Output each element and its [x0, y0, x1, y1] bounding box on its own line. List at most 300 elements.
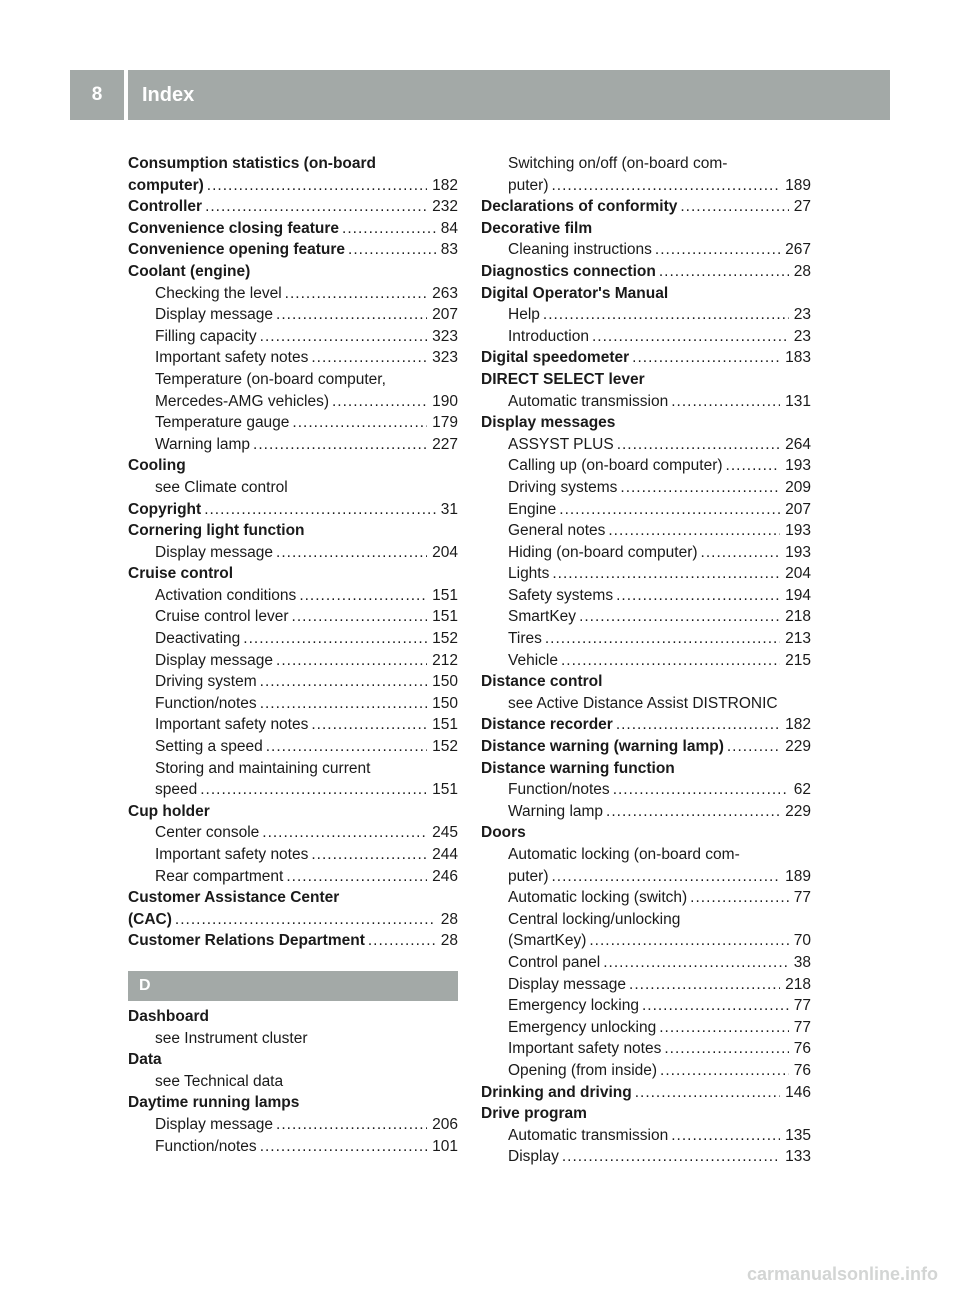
- page-reference[interactable]: 229: [785, 738, 811, 756]
- entry-label: Automatic locking (switch): [508, 889, 688, 907]
- entry-label: Rear compartment: [155, 867, 284, 885]
- dot-leader: [260, 326, 427, 348]
- page-reference[interactable]: 245: [432, 824, 458, 842]
- page-reference[interactable]: 263: [432, 284, 458, 302]
- index-subentry: [128, 542, 458, 564]
- index-entry: [128, 218, 458, 240]
- entry-label: Important safety notes: [508, 1040, 662, 1058]
- dot-leader: [671, 391, 780, 413]
- page-reference[interactable]: 23: [793, 327, 811, 345]
- entry-label: Central locking/unlocking: [508, 910, 681, 928]
- index-subentry: [128, 714, 458, 736]
- section-header: D: [128, 971, 458, 1001]
- entry-label: Cup holder: [128, 802, 210, 820]
- page-reference[interactable]: 23: [793, 306, 811, 324]
- entry-label: Display message: [155, 543, 274, 561]
- entry-label: Important safety notes: [155, 349, 309, 367]
- entry-label: Engine: [508, 500, 557, 518]
- index-subentry: [481, 866, 811, 888]
- index-subentry: [481, 585, 811, 607]
- entry-label: DIRECT SELECT lever: [481, 370, 645, 388]
- page-reference[interactable]: 179: [432, 414, 458, 432]
- entry-label: Distance warning (warning lamp): [481, 738, 724, 756]
- dot-leader: [204, 499, 436, 521]
- entry-label: Storing and maintaining current: [155, 759, 371, 777]
- entry-label: see Instrument cluster: [155, 1029, 308, 1047]
- index-subentry: [128, 1114, 458, 1136]
- entry-label: (CAC): [128, 910, 172, 928]
- index-column-left: [128, 153, 458, 1157]
- dot-leader: [727, 736, 780, 758]
- index-subentry: [481, 1038, 811, 1060]
- index-subentry: [481, 1060, 811, 1082]
- entry-label: Display: [508, 1148, 559, 1166]
- entry-label: Distance recorder: [481, 716, 613, 734]
- index-subentry: [128, 283, 458, 305]
- entry-label: Mercedes-AMG vehicles): [155, 392, 329, 410]
- dot-leader: [552, 866, 781, 888]
- entry-label: Filling capacity: [155, 327, 257, 345]
- index-subentry: [481, 175, 811, 197]
- entry-label: Important safety notes: [155, 716, 309, 734]
- dot-leader: [285, 283, 427, 305]
- index-subentry: [481, 391, 811, 413]
- index-entry: [128, 909, 458, 931]
- dot-leader: [368, 930, 436, 952]
- entry-label: Emergency locking: [508, 997, 639, 1015]
- index-entry: [128, 563, 458, 585]
- page-reference[interactable]: 215: [785, 651, 811, 669]
- dot-leader: [562, 1146, 780, 1168]
- index-subentry: [481, 499, 811, 521]
- dot-leader: [292, 606, 428, 628]
- page-reference[interactable]: 83: [440, 241, 458, 259]
- page-reference[interactable]: 193: [785, 543, 811, 561]
- dot-leader: [311, 347, 427, 369]
- index-subentry: [128, 1071, 458, 1093]
- dot-leader: [726, 455, 781, 477]
- index-subentry: [481, 801, 811, 823]
- index-subentry: [481, 542, 811, 564]
- index-subentry: [481, 326, 811, 348]
- entry-label: Temperature (on-board computer,: [155, 370, 386, 388]
- index-entry: [481, 412, 811, 434]
- entry-label: Customer Relations Department: [128, 932, 365, 950]
- dot-leader: [276, 1114, 427, 1136]
- page-reference[interactable]: 193: [785, 522, 811, 540]
- index-entry: [481, 196, 811, 218]
- page-reference[interactable]: 183: [785, 349, 811, 367]
- entry-label: Center console: [155, 824, 260, 842]
- index-subentry: [128, 650, 458, 672]
- index-subentry: [481, 909, 811, 931]
- index-subentry: [481, 455, 811, 477]
- page-reference[interactable]: 182: [785, 716, 811, 734]
- entry-label: Display message: [155, 651, 274, 669]
- index-entry: [128, 930, 458, 952]
- page-title: Index: [142, 84, 195, 106]
- index-entry: [481, 261, 811, 283]
- dot-leader: [629, 974, 780, 996]
- page-reference[interactable]: 189: [785, 867, 811, 885]
- dot-leader: [664, 1038, 788, 1060]
- entry-label: Automatic transmission: [508, 1126, 669, 1144]
- entry-label: Cruise control lever: [155, 608, 289, 626]
- entry-label: Decorative film: [481, 219, 593, 237]
- page-reference[interactable]: 246: [432, 867, 458, 885]
- page-reference[interactable]: 28: [440, 932, 458, 950]
- index-subentry: [128, 606, 458, 628]
- page-reference[interactable]: 151: [432, 716, 458, 734]
- page-reference[interactable]: 323: [432, 349, 458, 367]
- dot-leader: [276, 304, 427, 326]
- index-subentry: [128, 844, 458, 866]
- entry-label: Daytime running lamps: [128, 1094, 300, 1112]
- index-entry: [128, 887, 458, 909]
- index-entry: [128, 1006, 458, 1028]
- entry-label: Cooling: [128, 457, 186, 475]
- dot-leader: [292, 412, 427, 434]
- page-header: [70, 70, 890, 120]
- dot-leader: [276, 650, 427, 672]
- entry-label: speed: [155, 781, 198, 799]
- dot-leader: [690, 887, 789, 909]
- dot-leader: [266, 736, 427, 758]
- entry-label: Automatic locking (on-board com-: [508, 846, 740, 863]
- index-subentry: [481, 995, 811, 1017]
- entry-label: Automatic transmission: [508, 392, 669, 410]
- index-subentry: [128, 779, 458, 801]
- entry-label: Tires: [508, 630, 542, 648]
- page-reference[interactable]: 218: [785, 975, 811, 993]
- dot-leader: [659, 1017, 789, 1039]
- index-subentry: [128, 326, 458, 348]
- index-entry: [128, 1092, 458, 1114]
- entry-label: Declarations of conformity: [481, 198, 678, 216]
- entry-label: Dashboard: [128, 1007, 209, 1025]
- page-reference[interactable]: 182: [432, 176, 458, 194]
- index-subentry: [128, 477, 458, 499]
- index-entry: [128, 499, 458, 521]
- dot-leader: [603, 952, 789, 974]
- entry-label: Control panel: [508, 953, 601, 971]
- index-entry: [128, 261, 458, 283]
- page-reference[interactable]: 213: [785, 630, 811, 648]
- entry-label: Cruise control: [128, 565, 234, 583]
- dot-leader: [579, 606, 780, 628]
- index-subentry: [128, 347, 458, 369]
- page-reference[interactable]: 323: [432, 327, 458, 345]
- index-entry: [481, 758, 811, 780]
- entry-label: Cornering light function: [128, 522, 305, 540]
- entry-label: Function/notes: [155, 1137, 257, 1155]
- dot-leader: [207, 175, 427, 197]
- entry-label: ASSYST PLUS: [508, 435, 614, 453]
- entry-label: Display message: [155, 1115, 274, 1133]
- entry-label: puter): [508, 176, 549, 194]
- dot-leader: [348, 239, 436, 261]
- index-subentry: [128, 304, 458, 326]
- entry-label: Function/notes: [155, 694, 257, 712]
- page-reference[interactable]: 152: [432, 738, 458, 756]
- index-subentry: [128, 693, 458, 715]
- entry-label: (SmartKey): [508, 932, 587, 950]
- index-subentry: [128, 369, 458, 391]
- index-entry: [481, 671, 811, 693]
- index-entry: [128, 520, 458, 542]
- index-subentry: [128, 822, 458, 844]
- dot-leader: [620, 477, 780, 499]
- index-entry: [128, 239, 458, 261]
- page-reference[interactable]: 133: [785, 1148, 811, 1166]
- page-reference[interactable]: 31: [440, 500, 458, 518]
- index-entry: [481, 736, 811, 758]
- page-reference[interactable]: 150: [432, 694, 458, 712]
- dot-leader: [262, 822, 427, 844]
- page-reference[interactable]: 229: [785, 802, 811, 820]
- page-reference[interactable]: 76: [793, 1061, 811, 1079]
- index-subentry: [128, 866, 458, 888]
- dot-leader: [260, 693, 427, 715]
- index-subentry: [128, 1136, 458, 1158]
- page-reference[interactable]: 70: [793, 932, 811, 950]
- dot-leader: [276, 542, 427, 564]
- entry-label: Digital speedometer: [481, 349, 630, 367]
- page-reference[interactable]: 212: [432, 651, 458, 669]
- index-subentry: [481, 844, 811, 866]
- dot-leader: [260, 1136, 427, 1158]
- index-subentry: [481, 952, 811, 974]
- page-reference[interactable]: 244: [432, 846, 458, 863]
- entry-label: see Active Distance Assist DISTRONIC: [508, 694, 778, 712]
- index-column-right: [481, 153, 811, 1168]
- entry-label: Display messages: [481, 414, 616, 432]
- entry-label: Calling up (on-board computer): [508, 457, 723, 475]
- dot-leader: [642, 995, 789, 1017]
- index-subentry: [481, 693, 811, 715]
- dot-leader: [592, 326, 789, 348]
- page-reference[interactable]: 77: [793, 1018, 811, 1036]
- entry-label: Switching on/off (on-board com-: [508, 155, 728, 172]
- index-subentry: [481, 1125, 811, 1147]
- dot-leader: [175, 909, 436, 931]
- index-subentry: [481, 1146, 811, 1168]
- page-reference[interactable]: 209: [785, 478, 811, 496]
- entry-label: General notes: [508, 522, 606, 540]
- page-reference[interactable]: 190: [432, 392, 458, 410]
- page-reference[interactable]: 206: [432, 1115, 458, 1133]
- page-reference[interactable]: 193: [785, 457, 811, 475]
- entry-label: Emergency unlocking: [508, 1018, 657, 1036]
- page-reference[interactable]: 151: [432, 586, 458, 604]
- dot-leader: [659, 261, 789, 283]
- entry-label: Important safety notes: [155, 846, 309, 863]
- entry-label: Consumption statistics (on-board: [128, 155, 376, 172]
- dot-leader: [616, 585, 780, 607]
- entry-label: Display message: [508, 975, 627, 993]
- index-subentry: [481, 239, 811, 261]
- dot-leader: [655, 239, 780, 261]
- index-entry: [481, 369, 811, 391]
- entry-label: Digital Operator's Manual: [481, 284, 669, 302]
- entry-label: Diagnostics connection: [481, 262, 656, 280]
- index-entry: [481, 218, 811, 240]
- page-reference[interactable]: 28: [793, 262, 811, 280]
- entry-label: Coolant (engine): [128, 262, 251, 280]
- index-entry: [128, 801, 458, 823]
- dot-leader: [561, 650, 780, 672]
- dot-leader: [671, 1125, 780, 1147]
- entry-label: Deactivating: [155, 630, 241, 648]
- entry-label: Vehicle: [508, 651, 558, 669]
- dot-leader: [545, 628, 780, 650]
- page-reference[interactable]: 232: [432, 198, 458, 216]
- entry-label: Lights: [508, 565, 550, 583]
- dot-leader: [205, 196, 427, 218]
- page-reference[interactable]: 204: [432, 543, 458, 561]
- page-reference[interactable]: 204: [785, 565, 811, 583]
- dot-leader: [200, 779, 427, 801]
- entry-label: Display message: [155, 306, 274, 324]
- dot-leader: [613, 779, 789, 801]
- page-reference[interactable]: 131: [785, 392, 811, 410]
- page-reference[interactable]: 151: [432, 781, 458, 799]
- index-subentry: [481, 1017, 811, 1039]
- index-subentry: [128, 736, 458, 758]
- dot-leader: [608, 520, 780, 542]
- index-subentry: [481, 887, 811, 909]
- index-entry: [128, 175, 458, 197]
- entry-label: puter): [508, 867, 549, 885]
- dot-leader: [559, 499, 780, 521]
- entry-label: Cleaning instructions: [508, 241, 652, 259]
- index-subentry: [128, 585, 458, 607]
- dot-leader: [332, 391, 427, 413]
- entry-label: Doors: [481, 824, 526, 842]
- index-subentry: [481, 477, 811, 499]
- page-reference[interactable]: 267: [785, 241, 811, 259]
- entry-label: Temperature gauge: [155, 414, 290, 432]
- index-subentry: [481, 520, 811, 542]
- dot-leader: [680, 196, 788, 218]
- index-subentry: [128, 391, 458, 413]
- entry-label: Driving systems: [508, 478, 618, 496]
- page-reference[interactable]: 146: [785, 1083, 811, 1101]
- entry-label: computer): [128, 176, 204, 194]
- page-reference[interactable]: 152: [432, 630, 458, 648]
- page-reference[interactable]: 194: [785, 586, 811, 604]
- index-entry: [481, 347, 811, 369]
- entry-label: Data: [128, 1051, 162, 1069]
- entry-label: SmartKey: [508, 608, 577, 626]
- dot-leader: [299, 585, 427, 607]
- page-reference[interactable]: 77: [793, 997, 811, 1015]
- index-entry: [481, 714, 811, 736]
- header-divider: [124, 70, 128, 120]
- index-entry: [128, 1049, 458, 1071]
- dot-leader: [617, 434, 780, 456]
- index-entry: [128, 196, 458, 218]
- dot-leader: [616, 714, 780, 736]
- entry-label: Checking the level: [155, 284, 282, 302]
- index-subentry: [481, 563, 811, 585]
- page-reference[interactable]: 150: [432, 673, 458, 691]
- dot-leader: [243, 628, 427, 650]
- page-reference[interactable]: 207: [785, 500, 811, 518]
- index-entry: [128, 153, 458, 175]
- page-number: 8: [91, 84, 103, 105]
- page-reference[interactable]: 77: [793, 889, 811, 907]
- page-reference[interactable]: 227: [432, 435, 458, 453]
- page-reference[interactable]: 76: [793, 1040, 811, 1058]
- entry-label: Activation conditions: [155, 586, 297, 604]
- watermark: carmanualsonline.info: [746, 1264, 938, 1284]
- page-reference[interactable]: 207: [432, 306, 458, 324]
- entry-label: Customer Assistance Center: [128, 889, 340, 907]
- index-entry: [481, 283, 811, 305]
- entry-label: Distance control: [481, 673, 603, 691]
- index-subentry: [128, 434, 458, 456]
- dot-leader: [543, 304, 789, 326]
- index-subentry: [481, 153, 811, 175]
- dot-leader: [632, 347, 780, 369]
- page-reference[interactable]: 135: [785, 1126, 811, 1144]
- page-reference[interactable]: 27: [793, 198, 811, 216]
- index-entry: [128, 455, 458, 477]
- entry-label: see Technical data: [155, 1072, 284, 1090]
- entry-label: Warning lamp: [508, 802, 604, 820]
- dot-leader: [635, 1082, 780, 1104]
- index-subentry: [481, 606, 811, 628]
- index-subentry: [128, 1028, 458, 1050]
- dot-leader: [311, 844, 427, 866]
- page-reference[interactable]: 151: [432, 608, 458, 626]
- dot-leader: [660, 1060, 789, 1082]
- entry-label: Copyright: [128, 500, 202, 518]
- entry-label: Controller: [128, 198, 203, 216]
- index-subentry: [128, 628, 458, 650]
- entry-label: Drive program: [481, 1105, 587, 1123]
- index-subentry: [481, 304, 811, 326]
- page-reference[interactable]: 264: [785, 435, 811, 453]
- page-reference[interactable]: 62: [793, 781, 811, 799]
- page-reference[interactable]: 189: [785, 176, 811, 194]
- entry-label: Drinking and driving: [481, 1083, 632, 1101]
- page-reference[interactable]: 28: [440, 910, 458, 928]
- entry-label: Hiding (on-board computer): [508, 543, 698, 561]
- index-subentry: [481, 434, 811, 456]
- dot-leader: [311, 714, 427, 736]
- dot-leader: [701, 542, 781, 564]
- entry-label: Driving system: [155, 673, 257, 691]
- index-entry: [481, 1082, 811, 1104]
- index-subentry: [481, 974, 811, 996]
- index-subentry: [481, 779, 811, 801]
- page-reference[interactable]: 101: [432, 1137, 458, 1155]
- page-reference[interactable]: 84: [440, 219, 458, 237]
- index-subentry: [128, 412, 458, 434]
- entry-label: Convenience opening feature: [128, 241, 346, 259]
- index-subentry: [481, 650, 811, 672]
- dot-leader: [589, 930, 788, 952]
- dot-leader: [552, 563, 780, 585]
- entry-label: Warning lamp: [155, 435, 251, 453]
- index-subentry: [128, 671, 458, 693]
- entry-label: Function/notes: [508, 781, 610, 799]
- page-reference[interactable]: 38: [793, 953, 811, 971]
- page-reference[interactable]: 218: [785, 608, 811, 626]
- index-entry: [481, 822, 811, 844]
